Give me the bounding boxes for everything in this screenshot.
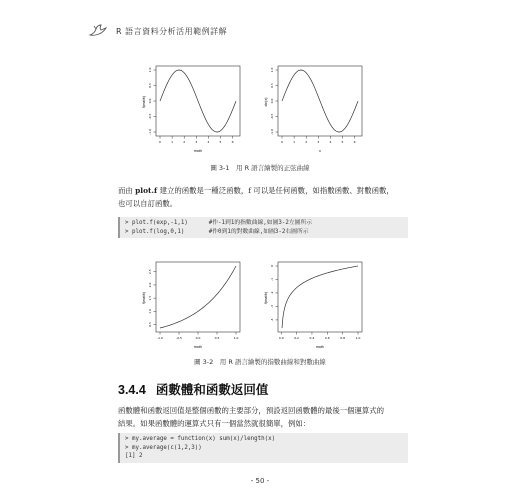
code-line: > plot.f(exp,-1,1) #作-1到1的指數曲線,如圖3-2左圖所示: [125, 220, 313, 226]
log-plot-xlabel: math: [315, 345, 325, 349]
para1-post: 建立的函數是一種泛函數，f 可以是任何函數，如指數函數、對數函數，: [157, 186, 394, 195]
x-tick-label: 0.0: [195, 336, 201, 340]
y-tick-label: 0.0: [270, 98, 274, 104]
y-tick-label: -3: [270, 304, 274, 308]
right-plot-xlabel: x: [319, 149, 321, 153]
x-tick-label: 2: [183, 140, 186, 144]
exp-plot-ylabel: f(math): [142, 292, 146, 304]
x-tick-label: 3: [195, 140, 198, 144]
y-tick-label: -4: [270, 318, 274, 322]
y-tick-label: -0.5: [148, 113, 152, 120]
para2-line2: 結果。如果函數體的運算式只有一個當然就很簡單，例如：: [118, 419, 311, 428]
y-tick-label: 0.5: [270, 83, 274, 88]
y-tick-label: -1: [270, 277, 274, 281]
y-tick-label: 0.5: [148, 83, 152, 88]
y-tick-label: 2.0: [148, 282, 152, 288]
x-tick-label: 0.2: [294, 336, 299, 340]
right-plot-ylabel: sin(x): [264, 97, 268, 107]
y-tick-label: -0.5: [270, 113, 274, 120]
section-number: 3.4.4: [118, 383, 146, 397]
x-tick-label: 0.5: [214, 336, 220, 340]
code-line: > plot.f(log,0,1) #作0到1的對數曲線,如圖3-2右圖所示: [125, 228, 309, 235]
y-tick-label: 2.5: [148, 269, 152, 275]
x-tick-label: 5: [341, 140, 344, 144]
y-tick-label: 1.0: [148, 67, 152, 73]
paragraph-plot-f: [118, 184, 408, 210]
y-tick-label: 1.0: [148, 308, 152, 314]
figure-3-2-caption: 圖 3-2 用 R 語言繪製的指數曲線和對數曲線: [194, 358, 326, 366]
x-tick-label: 0.8: [340, 336, 346, 340]
y-tick-label: 0.0: [148, 98, 152, 104]
y-tick-label: 0.5: [148, 322, 152, 327]
para2-line1: 函數體和函數返回值是整個函數的主要部分，預設返回函數體的最後一個運算式的: [118, 406, 385, 415]
log-plot-ylabel: f(math): [264, 292, 268, 304]
x-tick-label: 3: [317, 140, 320, 144]
x-tick-label: 6: [231, 140, 234, 144]
x-tick-label: 5: [219, 140, 222, 144]
x-tick-label: 1.0: [355, 336, 361, 340]
page-number: - 50 -: [250, 477, 270, 485]
code-line: > my.average = function(x) sum(x)/length(x): [125, 436, 276, 442]
x-tick-label: 1: [293, 140, 296, 144]
x-tick-label: 4: [329, 140, 332, 144]
code-line: [1] 2: [125, 453, 143, 460]
log-plot: [262, 258, 366, 350]
para1-line2: 也可以自訂函數。: [118, 199, 178, 208]
figure-3-1-caption: 圖 3-1 用 R 語言繪製的正弦曲線: [210, 164, 310, 172]
x-tick-label: 0.6: [324, 336, 330, 340]
exp-plot-xlabel: math: [193, 345, 203, 349]
x-tick-label: 0.4: [309, 336, 315, 340]
x-tick-label: 1: [171, 140, 174, 144]
x-tick-label: -1.0: [157, 336, 163, 340]
y-tick-label: 1.5: [148, 295, 152, 301]
y-tick-label: -2: [270, 291, 274, 295]
page-header: [88, 22, 227, 40]
left-plot-xlabel: math: [193, 149, 203, 153]
y-tick-label: -1.0: [270, 129, 274, 135]
header-title: R 語言資料分析活用範例詳解: [116, 26, 228, 36]
sine-plot-right: [262, 62, 366, 154]
left-plot-ylabel: f(math): [142, 96, 146, 108]
code-block-average: [118, 433, 408, 463]
code-block-plot-f: [118, 217, 408, 238]
x-tick-label: 6: [353, 140, 356, 144]
sine-plot-left: [140, 62, 244, 154]
x-tick-label: 4: [207, 140, 210, 144]
section-heading: [118, 380, 268, 398]
x-tick-label: 2: [305, 140, 308, 144]
bird-logo-icon: [88, 23, 108, 39]
x-tick-label: 0: [281, 140, 283, 144]
exp-plot: [140, 258, 244, 350]
para1-pre: 而由: [118, 186, 136, 195]
x-tick-label: 0.0: [278, 336, 284, 340]
paragraph-function-body: [118, 404, 408, 430]
section-title: 函數體和函數返回值: [155, 382, 269, 397]
y-tick-label: 0: [270, 265, 274, 267]
code-line: > my.average(c(1,2,3)): [125, 444, 202, 451]
x-tick-label: -0.5: [176, 336, 182, 340]
y-tick-label: 1.0: [270, 67, 274, 73]
x-tick-label: 1.0: [233, 336, 239, 340]
para1-code: plot.f: [135, 186, 158, 195]
x-tick-label: 0: [159, 140, 161, 144]
y-tick-label: -1.0: [148, 129, 152, 135]
